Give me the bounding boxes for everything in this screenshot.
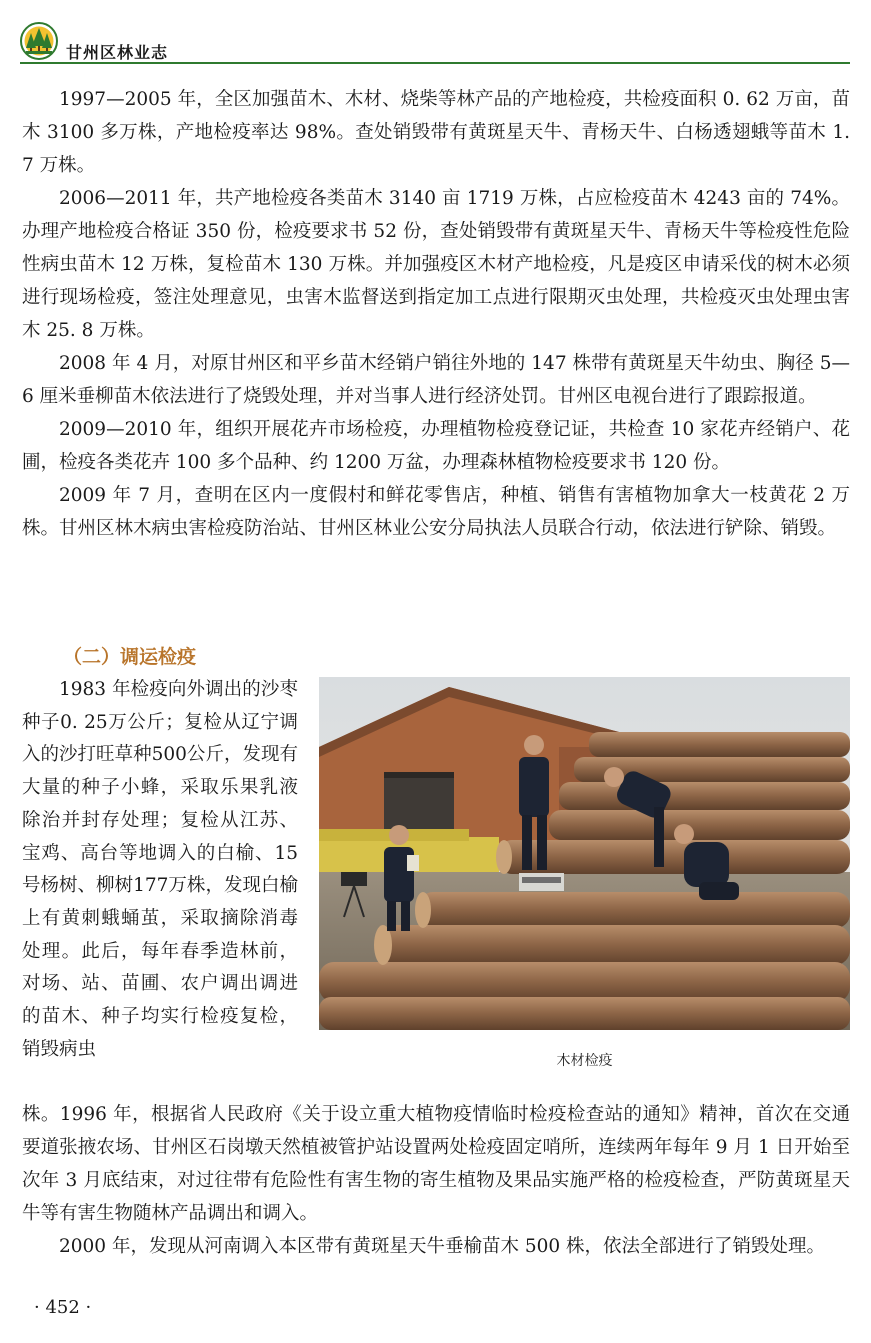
paragraph: 1997—2005 年，全区加强苗木、木材、烧柴等林产品的产地检疫，共检疫面积 0. 62 万亩，苗木 3100 多万株，产地检疫率达 98%。查处销毁带有黄斑星天牛、青杨天牛、白杨透翅蛾等苗木 1. 7 万株。 — [22, 89, 850, 176]
forest-logo-icon — [20, 22, 58, 60]
photo-caption: 木材检疫 — [556, 1053, 613, 1069]
photo-illustration — [319, 677, 850, 1030]
paragraph: 2000 年，发现从河南调入本区带有黄斑星天牛垂榆苗木 500 株，依法全部进行了销毁处理。 — [59, 1236, 826, 1257]
paragraph: 1983 年检疫向外调出的沙枣种子0. 25万公斤；复检从辽宁调入的沙打旺草种500公斤，发现有大量的种子小蜂，采取乐果乳液除治并封存处理；复检从江苏、宝鸡、高台等地调入的白榆、15 号杨树、柳树177万株，发现白榆上有黄刺蛾蛹茧，采取摘除消毒处理。此后，每年春季造林前，对场、站、苗圃、农户调出调进的苗木、种子均实行检疫复检，销毁病虫 — [22, 679, 298, 1060]
paragraph: 2006—2011 年，共产地检疫各类苗木 3140 亩 1719 万株，占应检疫苗木 4243 亩的 74%。办理产地检疫合格证 350 份，检疫要求书 52 份，查处销毁带有黄斑星天牛、青杨天牛等检疫性危险性病虫苗木 12 万株，复检苗木 130 万株。并加强疫区木材产地检疫，凡是疫区申请采伐的树木必须进行现场检疫，签注处理意见，虫害木监督送到指定加工点进行限期灭虫处理，共检疫灭虫处理虫害木 25. 8 万株。 — [22, 188, 850, 341]
timber-inspection-photo — [319, 677, 850, 1030]
paragraph: 2008 年 4 月，对原甘州区和平乡苗木经销户销往外地的 147 株带有黄斑星天牛幼虫、胸径 5—6 厘米垂柳苗木依法进行了烧毁处理，并对当事人进行经济处罚。甘州区电视台进行了跟踪报道。 — [22, 353, 850, 407]
wrapped-text-column — [22, 674, 298, 1066]
page-header — [20, 22, 850, 62]
page-number: · 452 · — [34, 1297, 92, 1318]
section-heading: （二）调运检疫 — [63, 646, 197, 668]
top-text-block — [22, 83, 850, 545]
paragraph: 2009 年 7 月，查明在区内一度假村和鲜花零售店，种植、销售有害植物加拿大一枝黄花 2 万株。甘州区林木病虫害检疫防治站、甘州区林业公安分局执法人员联合行动，依法进行铲除、销毁。 — [22, 485, 850, 539]
paragraph-continuation: 株。1996 年，根据省人民政府《关于设立重大植物疫情临时检疫检查站的通知》精神，首次在交通要道张掖农场、甘州区石岗墩天然植被管护站设置两处检疫固定哨所，连续两年每年 9 月 1 日开始至次年 3 月底结束，对过往带有危险性有害生物的寄生植物及果品实施严格的检疫检查，严防黄斑星天牛等有害生物随林产品调出和调入。 — [22, 1104, 850, 1224]
header-divider — [20, 62, 850, 64]
book-title: 甘州区林业志 — [66, 43, 169, 62]
paragraph: 2009—2010 年，组织开展花卉市场检疫，办理植物检疫登记证，共检查 10 家花卉经销户、花圃，检疫各类花卉 100 多个品种、约 1200 万盆，办理森林植物检疫要求书 120 份。 — [22, 419, 850, 473]
bottom-text-block — [22, 1098, 850, 1263]
